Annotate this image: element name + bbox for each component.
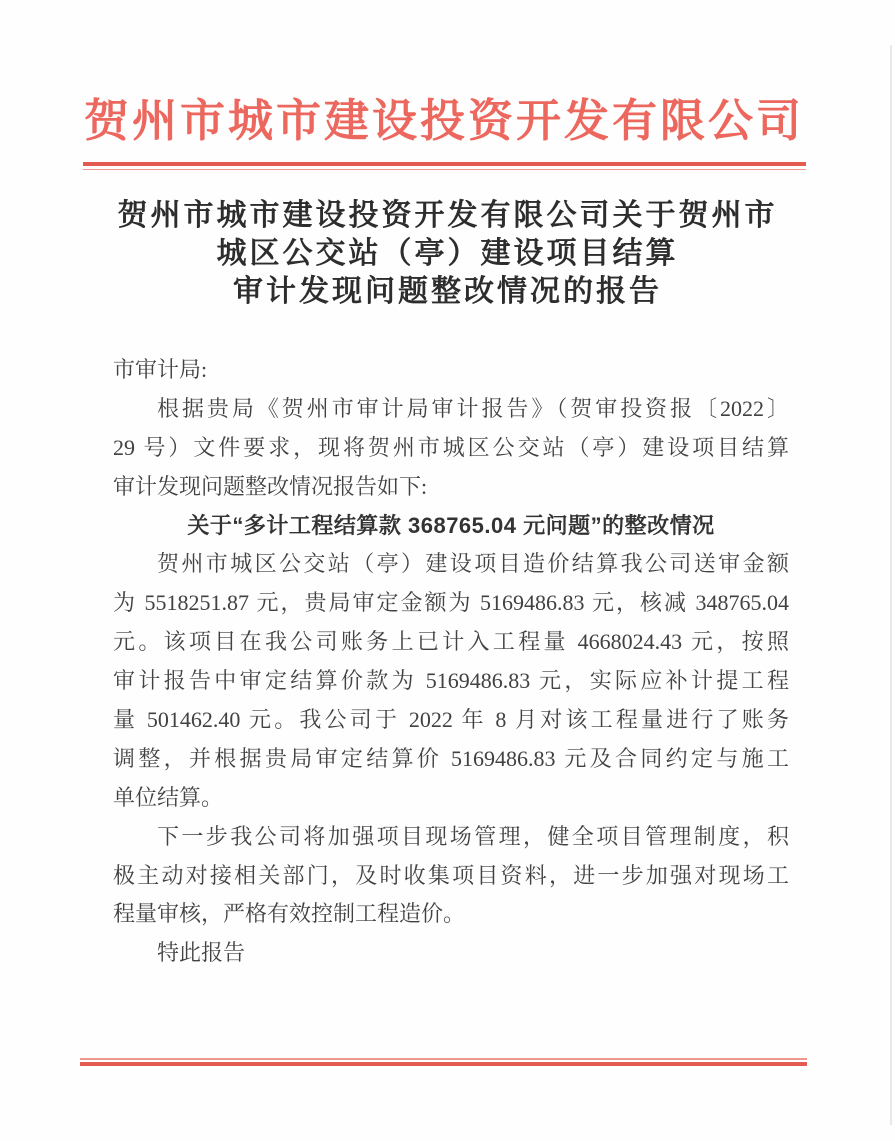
footer-rule-thin — [80, 1058, 807, 1060]
body-line: 程量审核，严格有效控制工程造价。 — [113, 901, 466, 927]
body-line: 29 号）文件要求，现将贺州市城区公交站（亭）建设项目结算 — [113, 434, 789, 460]
letterhead-org-name: 贺州市城市建设投资开发有限公司 — [84, 96, 801, 146]
salutation: 市审计局: — [113, 357, 208, 382]
section-heading: 关于“多计工程结算款 368765.04 元问题”的整改情况 — [187, 512, 715, 538]
footer-rule-thick — [80, 1062, 807, 1066]
body-line: 贺州市城区公交站（亭）建设项目造价结算我公司送审金额 — [157, 551, 789, 577]
document-title — [0, 197, 895, 311]
document-title-line-3: 审计发现问题整改情况的报告 — [233, 275, 662, 308]
document-body — [113, 351, 789, 973]
letterhead-rule-thick — [83, 162, 806, 166]
body-line: 审计报告中审定结算价款为 5169486.83 元，实际应补计提工程 — [113, 668, 789, 694]
letterhead-rule-thin — [83, 169, 806, 171]
scan-edge-shadow — [890, 45, 892, 1125]
document-title-line-1: 贺州市城市建设投资开发有限公司关于贺州市 — [117, 199, 778, 232]
body-line: 为 5518251.87 元，贵局审定金额为 5169486.83 元，核减 348765.04 — [113, 590, 789, 616]
body-line: 元。该项目在我公司账务上已计入工程量 4668024.43 元，按照 — [113, 629, 789, 655]
body-line: 根据贵局《贺州市审计局审计报告》（贺审投资报〔2022〕 — [157, 395, 789, 421]
closing: 特此报告 — [157, 940, 246, 966]
body-line: 极主动对接相关部门，及时收集项目资料，进一步加强对现场工 — [113, 862, 789, 888]
body-line: 单位结算。 — [113, 784, 224, 810]
body-line: 审计发现问题整改情况报告如下: — [113, 473, 428, 499]
document-title-line-2: 城区公交站（亭）建设项目结算 — [216, 237, 679, 270]
body-line: 量 501462.40 元。我公司于 2022 年 8 月对该工程量进行了账务 — [113, 707, 789, 733]
body-line: 调整，并根据贵局审定结算价 5169486.83 元及合同约定与施工 — [113, 745, 789, 771]
body-line: 下一步我公司将加强项目现场管理，健全项目管理制度，积 — [157, 823, 789, 849]
